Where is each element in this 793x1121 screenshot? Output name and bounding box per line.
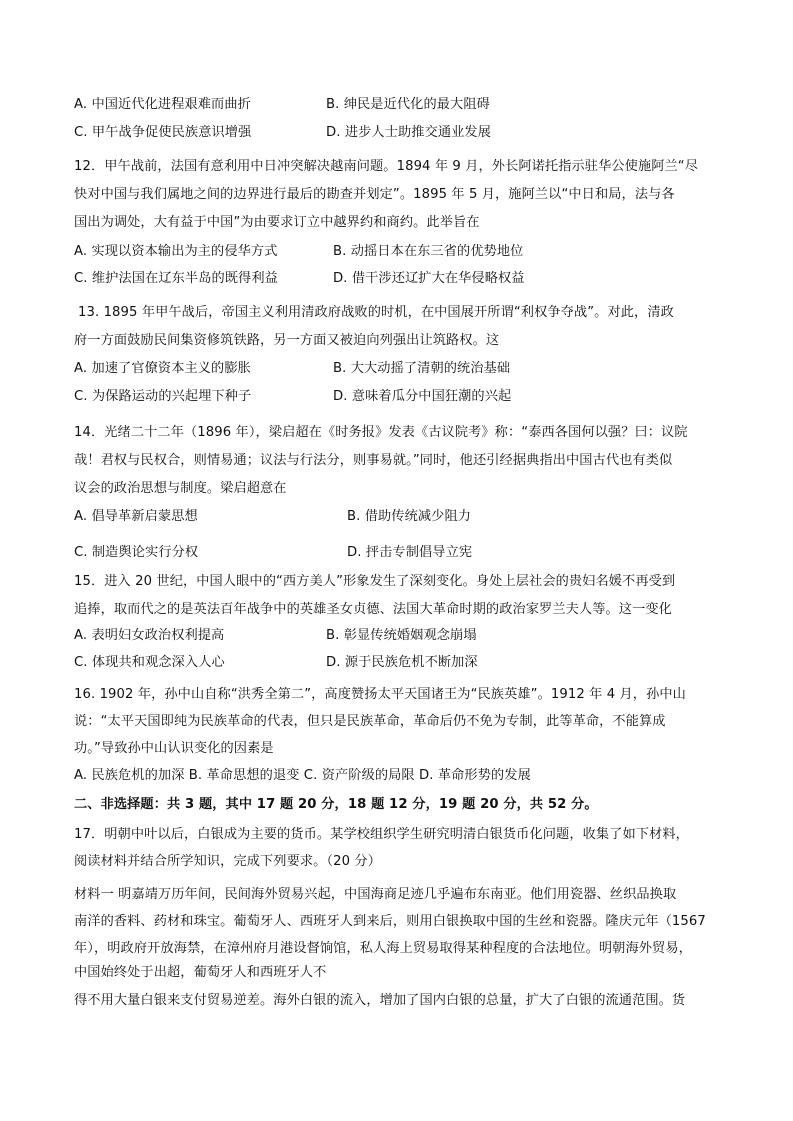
q12-stem-line-1: 12．甲午战前，法国有意利用中日冲突解决越南问题。1894 年 9 月，外长阿诺托指示驻华公使施阿兰“尽 <box>74 159 699 174</box>
q15-option-b[interactable]: B. 彰显传统婚姻观念崩塌 <box>326 628 477 643</box>
q11-option-b[interactable]: B. 绅民是近代化的最大阻碍 <box>326 97 490 112</box>
q17-material-line-3: 年），明政府开放海禁，在漳州府月港设督饷馆，私人海上贸易取得某种程度的合法地位。明朝海外贸易， <box>74 941 692 956</box>
q17-material-line-2: 南洋的香料、药材和珠宝。葡萄牙人、西班牙人到来后，则用白银换取中国的生丝和瓷器。隆庆元年（1567 <box>74 914 706 929</box>
q14-option-d[interactable]: D. 抨击专制倡导立宪 <box>347 545 473 560</box>
q14-stem-line-1: 14．光绪二十二年（1896 年），梁启超在《时务报》发表《古议院考》称：“泰西各国何以强？曰：议院 <box>74 425 688 440</box>
q16-stem-line-1: 16. 1902 年，孙中山自称“洪秀全第二”，高度赞扬太平天国诸王为“民族英雄”。1912 年 4 月，孙中山 <box>74 687 686 702</box>
q12-option-a[interactable]: A. 实现以资本输出为主的侵华方式 <box>74 244 278 259</box>
q17-stem-line-1: 17．明朝中叶以后，白银成为主要的货币。某学校组织学生研究明清白银货币化问题，收集了如下材料， <box>74 827 689 842</box>
q14-stem-line-3: 议会的政治思想与制度。梁启超意在 <box>74 481 287 496</box>
q13-stem-line-1: 13. 1895 年甲午战后，帝国主义利用清政府战败的时机，在中国展开所谓“利权争夺战”。对此，清政 <box>78 305 674 320</box>
q13-option-c[interactable]: C. 为保路运动的兴起埋下种子 <box>74 389 252 404</box>
q12-option-c[interactable]: C. 维护法国在辽东半岛的既得利益 <box>74 271 278 286</box>
q13-option-d[interactable]: D. 意味着瓜分中国狂潮的兴起 <box>333 389 512 404</box>
q12-option-b[interactable]: B. 动摇日本在东三省的优势地位 <box>333 244 524 259</box>
q16-stem-line-2: 说：“太平天国即纯为民族革命的代表，但只是民族革命，革命后仍不免为专制，此等革命，不能算成 <box>74 714 666 729</box>
section-2-heading: 二、非选择题：共 3 题，其中 17 题 20 分，18 题 12 分，19 题 20 分，共 52 分。 <box>74 797 598 812</box>
q11-option-c[interactable]: C. 甲午战争促使民族意识增强 <box>74 125 252 140</box>
q14-stem-line-2: 哉！君权与民权合，则情易通；议法与行法分，则事易就。”同时，他还引经据典指出中国古代也有类似 <box>74 453 673 468</box>
q14-option-a[interactable]: A. 倡导革新启蒙思想 <box>74 509 198 524</box>
q15-stem-line-2: 追捧，取而代之的是英法百年战争中的英雄圣女贞德、法国大革命时期的政治家罗兰夫人等。这一变化 <box>74 602 672 617</box>
q12-stem-line-3: 国出为调处，大有益于中国”为由要求订立中越界约和商约。此举旨在 <box>74 215 480 230</box>
q12-stem-line-2: 快对中国与我们属地之间的边界进行最后的勘查并划定”。1895 年 5 月，施阿兰以“中日和局，法与各 <box>74 187 675 202</box>
q17-material-line-1: 材料一 明嘉靖万历年间，民间海外贸易兴起，中国海商足迹几乎遍布东南亚。他们用瓷器、丝织品换取 <box>74 887 677 902</box>
q15-option-a[interactable]: A. 表明妇女政治权利提高 <box>74 628 225 643</box>
q13-stem-line-2: 府一方面鼓励民间集资修筑铁路，另一方面又被迫向列强出让筑路权。这 <box>74 333 500 348</box>
q11-option-d[interactable]: D. 进步人士助推交通业发展 <box>326 125 491 140</box>
q16-stem-line-3: 功。”导致孙中山认识变化的因素是 <box>74 741 274 756</box>
q12-option-d[interactable]: D. 借干涉还辽扩大在华侵略权益 <box>333 271 525 286</box>
q15-option-d[interactable]: D. 源于民族危机不断加深 <box>326 655 478 670</box>
q15-option-c[interactable]: C. 体现共和观念深入人心 <box>74 655 225 670</box>
q17-material-line-5: 得不用大量白银来支付贸易逆差。海外白银的流入，增加了国内白银的总量，扩大了白银的流通范围。货 <box>74 993 686 1008</box>
q17-material-line-4: 中国始终处于出超，葡萄牙人和西班牙人不 <box>74 965 327 980</box>
q14-option-b[interactable]: B. 借助传统减少阻力 <box>347 509 472 524</box>
q13-option-b[interactable]: B. 大大动摇了清朝的统治基础 <box>333 361 511 376</box>
q13-option-a[interactable]: A. 加速了官僚资本主义的膨胀 <box>74 361 251 376</box>
q14-option-c[interactable]: C. 制造舆论实行分权 <box>74 545 199 560</box>
q16-options[interactable]: A. 民族危机的加深 B. 革命思想的退变 C. 资产阶级的局限 D. 革命形势的发展 <box>74 768 531 783</box>
q17-stem-line-2: 阅读材料并结合所学知识，完成下列要求。（20 分） <box>74 854 381 869</box>
q15-stem-line-1: 15．进入 20 世纪，中国人眼中的“西方美人”形象发生了深刻变化。身处上层社会的贵妇名媛不再受到 <box>74 574 676 589</box>
q11-option-a[interactable]: A. 中国近代化进程艰难而曲折 <box>74 97 251 112</box>
